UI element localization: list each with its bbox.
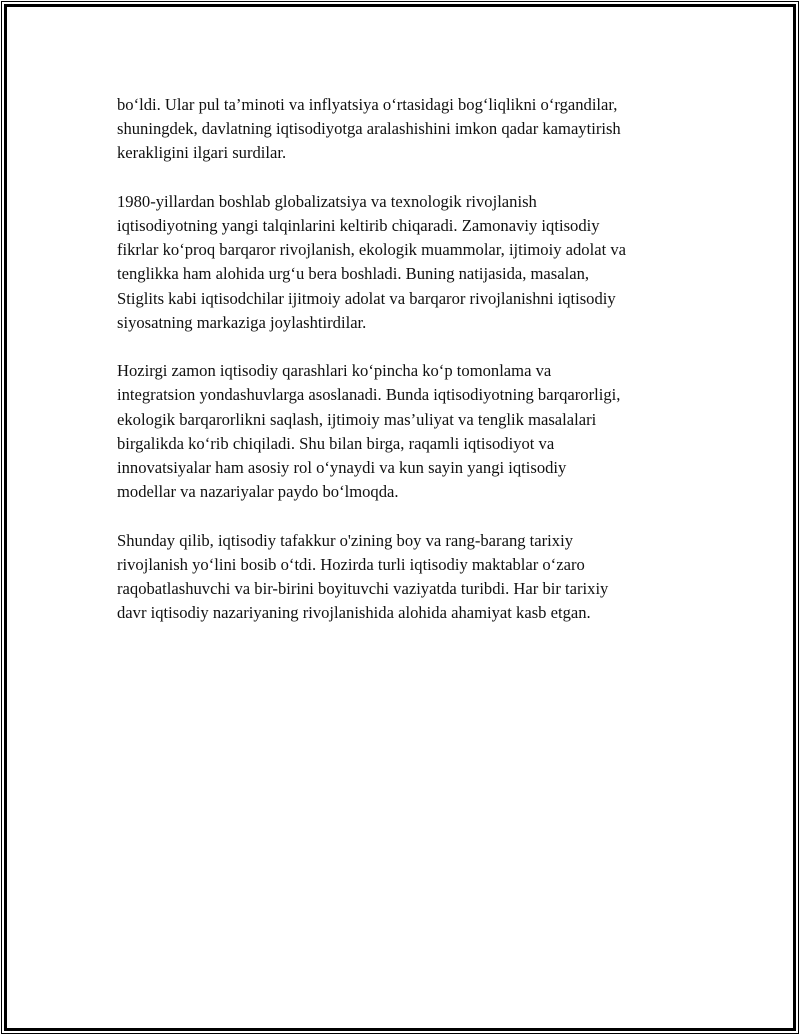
paragraph-2: 1980-yillardan boshlab globalizatsiya va texnologik rivojlanish iqtisodiyotning yangi talqinlarini keltirib chiqaradi. Zamonaviy iqtisodiy fikrlar ko‘proq barqaror rivojlanish, ekologik muammolar, ijtimoiy adolat va tenglikka ham alohida urg‘u bera boshladi. Buning natijasida, masalan, Stiglits kabi iqtisodchilar ijitmoiy adolat va barqaror rivojlanishni iqtisodiy siyosatning markaziga joylashtirdilar. [117, 191, 627, 332]
document-body [117, 93, 697, 650]
paragraph-3: Hozirgi zamon iqtisodiy qarashlari ko‘pincha ko‘p tomonlama va integratsion yondashuvlarga asoslanadi. Bunda iqtisodiyotning barqarorligi, ekologik barqarorlikni saqlash, ijtimoiy mas’uliyat va tenglik masalalari birgalikda ko‘rib chiqiladi. Shu bilan birga, raqamli iqtisodiyot va innovatsiyalar ham asosiy rol o‘ynaydi va kun sayin yangi iqtisodiy modellar va nazariyalar paydo bo‘lmoqda. [117, 361, 621, 502]
paragraph-4: Shunday qilib, iqtisodiy tafakkur o'zining boy va rang-barang tarixiy rivojlanish yo‘lini bosib o‘tdi. Hozirda turli iqtisodiy maktablar o‘zaro raqobatlashuvchi va bir-birini boyituvchi vaziyatda turibdi. Har bir tarixiy davr iqtisodiy nazariyaning rivojlanishida alohida ahamiyat kasb etgan. [117, 530, 609, 623]
paragraph-1: bo‘ldi. Ular pul ta’minoti va inflyatsiya o‘rtasidagi bog‘liqlikni o‘rgandilar, shuningdek, davlatning iqtisodiyotga aralashishini imkon qadar kamaytirish kerakligini ilgari surdilar. [117, 95, 621, 163]
